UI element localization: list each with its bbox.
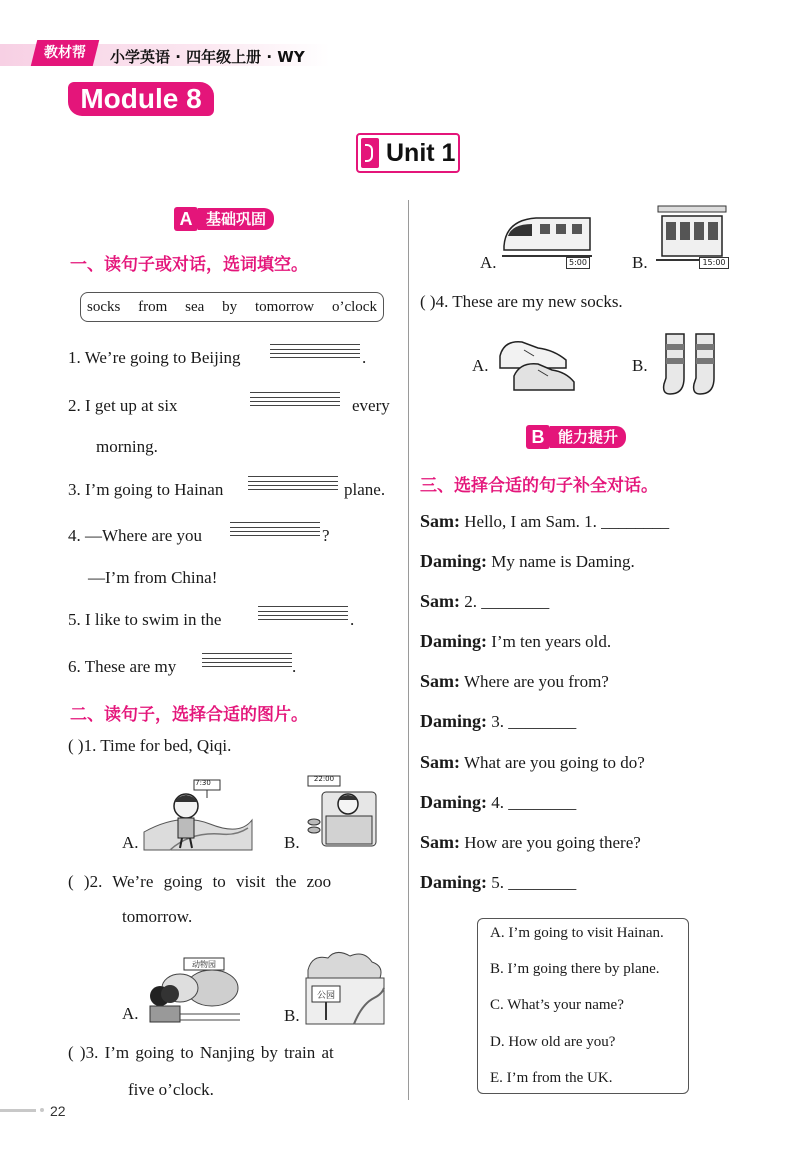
speaker-name: Sam: bbox=[420, 832, 460, 852]
word-bank-item: from bbox=[138, 298, 168, 315]
fill-item-4-cont: —I’m from China! bbox=[88, 568, 218, 587]
answer-blank-2[interactable] bbox=[250, 392, 340, 406]
zoo-sign: 动物园 bbox=[192, 960, 216, 969]
dialogue-line-1 bbox=[420, 511, 669, 532]
fill-item-5-end: . bbox=[350, 610, 355, 629]
speaker-name: Sam: bbox=[420, 511, 460, 531]
part3-heading: 三、选择合适的句子补全对话。 bbox=[420, 476, 658, 496]
word-bank-item: sea bbox=[185, 298, 205, 315]
dialogue-text: How are you going there? bbox=[464, 833, 641, 852]
section-b-letter: B bbox=[526, 425, 550, 449]
fill-item-4: 4. —Where are you bbox=[68, 526, 203, 545]
park-sign: 公园 bbox=[316, 991, 335, 1001]
option-b-label: B. bbox=[284, 833, 300, 852]
fill-item-3: 3. I’m going to Hainan bbox=[68, 480, 224, 499]
fill-item-5: 5. I like to swim in the bbox=[68, 610, 222, 629]
dialogue-text: 4. ________ bbox=[491, 793, 577, 812]
footer-bar bbox=[0, 1109, 36, 1112]
word-bank-item: tomorrow bbox=[254, 298, 315, 315]
brand-tag: 教材帮 bbox=[31, 40, 99, 66]
fill-item-1: 1. We’re going to Beijing bbox=[68, 348, 241, 367]
option-b-label: B. bbox=[632, 356, 648, 375]
fill-item-2-cont: morning. bbox=[96, 437, 158, 456]
speaker-name: Daming: bbox=[420, 551, 487, 571]
option-a-label: A. bbox=[472, 356, 489, 375]
option-a-label: A. bbox=[122, 833, 139, 852]
answer-blank-6[interactable] bbox=[202, 653, 292, 667]
sneakers-image[interactable] bbox=[494, 326, 578, 398]
module-title: Module 8 bbox=[68, 82, 214, 116]
fill-item-2: 2. I get up at six bbox=[68, 396, 178, 415]
book-title: 小学英语 · 四年级上册 · WY bbox=[110, 48, 305, 66]
option-b-label: B. bbox=[284, 1006, 300, 1025]
question-2-cont: tomorrow. bbox=[122, 907, 193, 926]
speaker-name: Sam: bbox=[420, 752, 460, 772]
dialogue-text: 3. ________ bbox=[491, 712, 577, 731]
dialogue-line-5 bbox=[420, 671, 609, 692]
word-bank-item: socks bbox=[87, 298, 121, 315]
answer-option-a: A. I’m going to visit Hainan. bbox=[490, 925, 664, 941]
word-bank-item: o’clock bbox=[331, 298, 377, 315]
part1-heading: 一、读句子或对话，选词填空。 bbox=[70, 255, 308, 275]
question-3-cont: five o’clock. bbox=[128, 1080, 214, 1099]
answer-option-e: E. I’m from the UK. bbox=[490, 1070, 613, 1086]
question-1: ( )1. Time for bed, Qiqi. bbox=[68, 736, 232, 755]
unit-title: Unit 1 bbox=[386, 139, 456, 167]
socks-image[interactable] bbox=[660, 330, 726, 400]
dialogue-line-7 bbox=[420, 752, 645, 773]
section-a-label: 基础巩固 bbox=[198, 208, 274, 230]
dialogue-text: What are you going to do? bbox=[463, 753, 645, 772]
dialogue-text: Where are you from? bbox=[463, 672, 609, 691]
dialogue-line-10 bbox=[420, 872, 576, 893]
dialogue-line-3 bbox=[420, 591, 549, 612]
section-b-label: 能力提升 bbox=[550, 426, 626, 448]
time-label-b: 15:00 bbox=[699, 257, 729, 269]
dialogue-text: 5. ________ bbox=[491, 873, 577, 892]
speaker-name: Daming: bbox=[420, 792, 487, 812]
answer-blank-1[interactable] bbox=[270, 344, 360, 358]
option-a-label: A. bbox=[480, 253, 497, 272]
answer-blank-4[interactable] bbox=[230, 522, 320, 536]
speaker-name: Daming: bbox=[420, 711, 487, 731]
dialogue-text: I’m ten years old. bbox=[491, 632, 612, 651]
answer-option-c: C. What’s your name? bbox=[490, 997, 624, 1013]
speaker-name: Daming: bbox=[420, 872, 487, 892]
word-bank bbox=[80, 292, 384, 322]
park-image[interactable] bbox=[302, 948, 388, 1026]
word-bank-item: by bbox=[222, 298, 238, 315]
dialogue-text: Hello, I am Sam. 1. ________ bbox=[464, 512, 670, 531]
option-b-label: B. bbox=[632, 253, 648, 272]
book-icon bbox=[361, 138, 379, 168]
dialogue-text: My name is Daming. bbox=[491, 552, 635, 571]
page-number: 22 bbox=[50, 1103, 66, 1119]
column-divider bbox=[408, 200, 409, 1100]
fill-item-6: 6. These are my bbox=[68, 657, 177, 676]
boy-in-bed-image[interactable] bbox=[302, 772, 382, 852]
dialogue-line-8 bbox=[420, 792, 576, 813]
question-2: ( )2. We’re going to visit the zoo bbox=[68, 872, 332, 891]
fill-item-2-end: every bbox=[352, 396, 390, 415]
option-a-label: A. bbox=[122, 1004, 139, 1023]
answer-option-b: B. I’m going there by plane. bbox=[490, 961, 660, 977]
footer-dot bbox=[40, 1108, 44, 1112]
speaker-name: Sam: bbox=[420, 591, 460, 611]
fill-item-4-end: ? bbox=[322, 526, 330, 545]
section-a-letter: A bbox=[174, 207, 198, 231]
dialogue-line-2 bbox=[420, 551, 635, 572]
answer-option-d: D. How old are you? bbox=[490, 1034, 616, 1050]
question-3: ( )3. I’m going to Nanjing by train at bbox=[68, 1043, 334, 1062]
fill-item-6-end: . bbox=[292, 657, 297, 676]
dialogue-line-6 bbox=[420, 711, 576, 732]
dialogue-text: 2. ________ bbox=[464, 592, 550, 611]
fill-item-3-end: plane. bbox=[344, 480, 386, 499]
clock-reading-a: 7:30 bbox=[195, 779, 211, 787]
question-4: ( )4. These are my new socks. bbox=[420, 292, 623, 311]
answer-blank-5[interactable] bbox=[258, 606, 348, 620]
dialogue-line-9 bbox=[420, 832, 641, 853]
answer-blank-3[interactable] bbox=[248, 476, 338, 490]
part2-heading: 二、读句子，选择合适的图片。 bbox=[70, 705, 308, 725]
speaker-name: Sam: bbox=[420, 671, 460, 691]
clock-reading-b: 22:00 bbox=[313, 775, 335, 783]
fill-item-1-end: . bbox=[362, 348, 367, 367]
time-label-a: 5:00 bbox=[566, 257, 590, 269]
speaker-name: Daming: bbox=[420, 631, 487, 651]
dialogue-line-4 bbox=[420, 631, 611, 652]
